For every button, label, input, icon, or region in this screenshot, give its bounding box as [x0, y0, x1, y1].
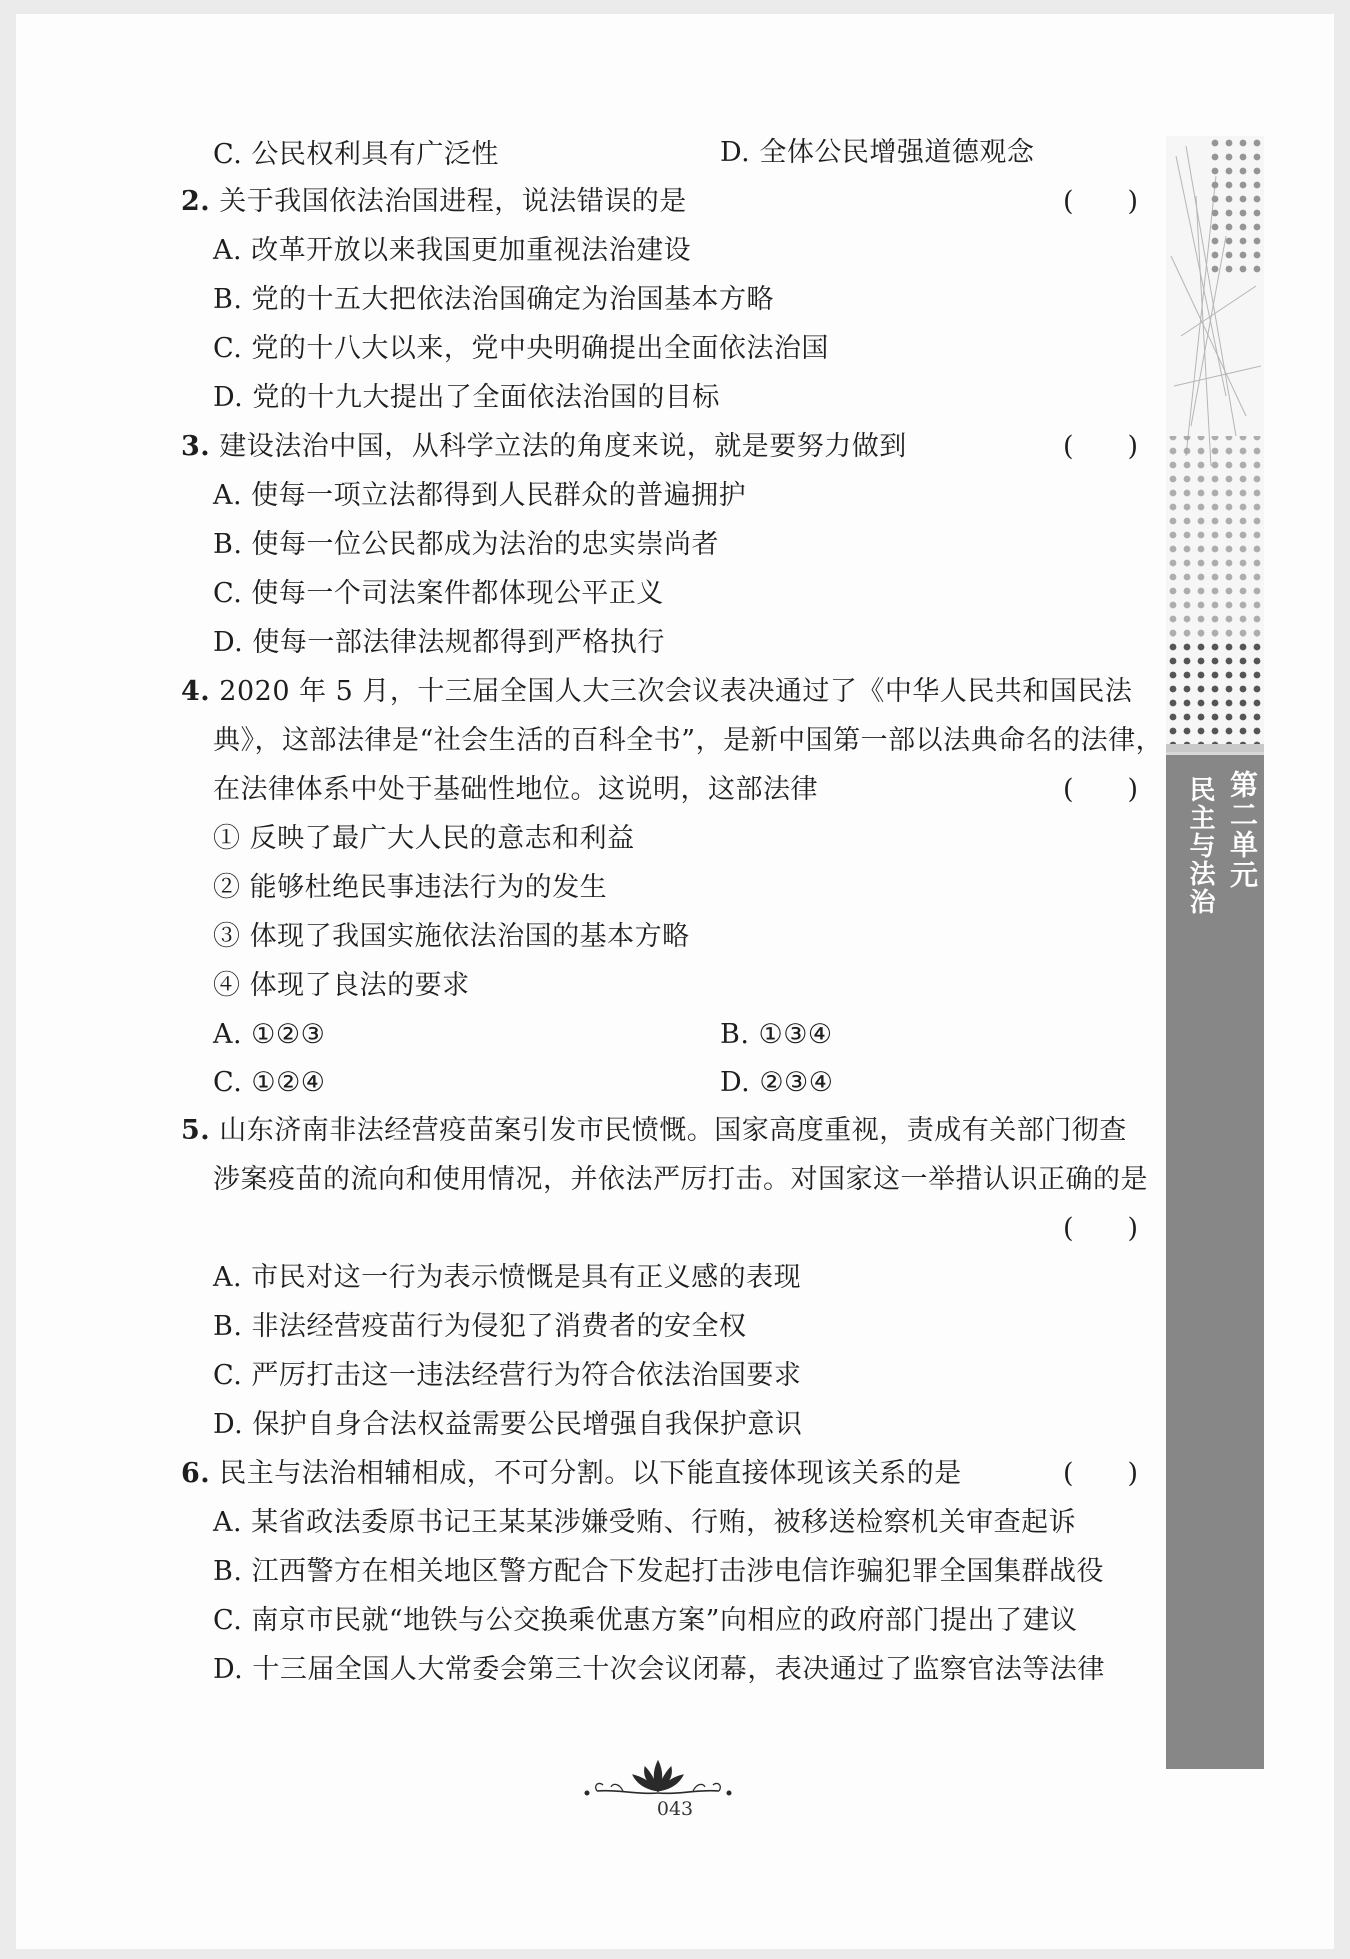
question-4-number: 4. [181, 676, 211, 707]
question-5-stem-line-1 [181, 1114, 1127, 1148]
question-3-option-d: D. 使每一部法律法规都得到严格执行 [213, 627, 665, 658]
question-2-option-c: C. 党的十八大以来，党中央明确提出全面依法治国 [213, 333, 829, 364]
question-4-answer-bracket: ( ) [1063, 774, 1139, 805]
question-6-option-c: C. 南京市民就“地铁与公交换乘优惠方案”向相应的政府部门提出了建议 [213, 1605, 1078, 1636]
floral-ornament-icon [583, 1755, 733, 1799]
question-6-text: 民主与法治相辅相成，不可分割。以下能直接体现该关系的是 [219, 1458, 962, 1489]
prev-option-d: D. 全体公民增强道德观念 [720, 137, 1035, 168]
question-6-stem [181, 1457, 962, 1491]
question-5-option-c: C. 严厉打击这一违法经营行为符合依法治国要求 [213, 1360, 802, 1391]
question-2-option-a: A. 改革开放以来我国更加重视法治建设 [213, 235, 692, 266]
question-3-option-b: B. 使每一位公民都成为法治的忠实崇尚者 [213, 529, 720, 560]
question-3-text: 建设法治中国，从科学立法的角度来说，就是要努力做到 [219, 431, 907, 462]
question-5-option-a: A. 市民对这一行为表示愤慨是具有正义感的表现 [213, 1262, 802, 1293]
question-4-option-b: B. ①③④ [720, 1019, 833, 1050]
question-5-text-1: 山东济南非法经营疫苗案引发市民愤慨。国家高度重视，责成有关部门彻查 [219, 1115, 1127, 1146]
question-4-option-a: A. ①②③ [213, 1019, 326, 1050]
question-6-option-d: D. 十三届全国人大常委会第三十次会议闭幕，表决通过了监察官法等法律 [213, 1654, 1105, 1685]
question-4-stem-line-3: 在法律体系中处于基础性地位。这说明，这部法律 [213, 774, 818, 805]
page-number: 043 [656, 1798, 694, 1820]
question-2-answer-bracket: ( ) [1063, 186, 1139, 217]
question-6-option-b: B. 江西警方在相关地区警方配合下发起打击涉电信诈骗犯罪全国集群战役 [213, 1556, 1105, 1587]
prev-option-c: C. 公民权利具有广泛性 [213, 139, 499, 170]
question-5-option-b: B. 非法经营疫苗行为侵犯了消费者的安全权 [213, 1311, 747, 1342]
question-4-statement-3: ③ 体现了我国实施依法治国的基本方略 [213, 921, 690, 952]
question-4-text-1: 2020 年 5 月，十三届全国人大三次会议表决通过了《中华人民共和国民法 [219, 676, 1133, 707]
question-6-number: 6. [181, 1458, 211, 1489]
question-4-option-d: D. ②③④ [720, 1067, 834, 1098]
side-tab-title: 民主与法治 [1185, 776, 1215, 916]
question-5-stem-line-2: 涉案疫苗的流向和使用情况，并依法严厉打击。对国家这一举措认识正确的是 [213, 1164, 1148, 1195]
question-2-option-b: B. 党的十五大把依法治国确定为治国基本方略 [213, 284, 775, 315]
question-4-statement-2: ② 能够杜绝民事违法行为的发生 [213, 872, 608, 903]
question-4-statement-1: ① 反映了最广大人民的意志和利益 [213, 823, 635, 854]
question-4-stem-line-2: 典》，这部法律是“社会生活的百科全书”，是新中国第一部以法典命名的法律， [213, 725, 1164, 756]
question-3-option-a: A. 使每一项立法都得到人民群众的普遍拥护 [213, 480, 747, 511]
question-4-stem-line-1 [181, 675, 1132, 709]
side-tab-unit: 第二单元 [1226, 770, 1259, 890]
question-3-stem [181, 430, 907, 464]
question-3-number: 3. [181, 431, 211, 462]
question-5-answer-bracket: ( ) [1063, 1213, 1139, 1244]
question-2-number: 2. [181, 186, 211, 217]
question-2-stem [181, 185, 687, 219]
question-4-statement-4: ④ 体现了良法的要求 [213, 970, 470, 1001]
question-3-option-c: C. 使每一个司法案件都体现公平正义 [213, 578, 664, 609]
side-dot-pattern [1166, 136, 1264, 744]
question-2-option-d: D. 党的十九大提出了全面依法治国的目标 [213, 382, 720, 413]
question-6-answer-bracket: ( ) [1063, 1458, 1139, 1489]
question-6-option-a: A. 某省政法委原书记王某某涉嫌受贿、行贿，被移送检察机关审查起诉 [213, 1507, 1077, 1538]
question-4-option-c: C. ①②④ [213, 1067, 326, 1098]
question-2-text: 关于我国依法治国进程，说法错误的是 [219, 186, 687, 217]
question-5-option-d: D. 保护自身合法权益需要公民增强自我保护意识 [213, 1409, 803, 1440]
question-3-answer-bracket: ( ) [1063, 431, 1139, 462]
halftone-pattern-icon [1166, 136, 1264, 744]
question-5-number: 5. [181, 1115, 211, 1146]
